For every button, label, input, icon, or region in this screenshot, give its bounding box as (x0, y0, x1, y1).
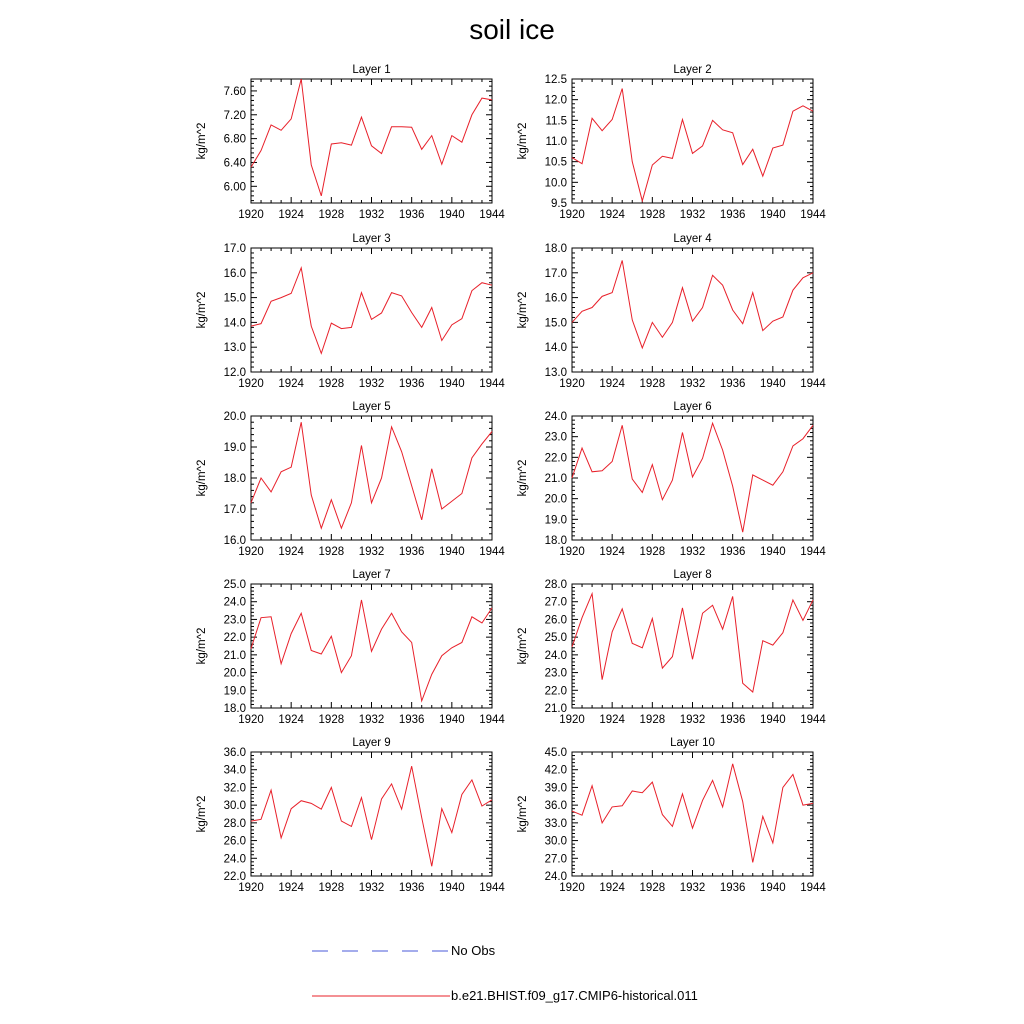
y-tick-label: 22.0 (544, 452, 567, 465)
x-tick-label: 1944 (800, 546, 826, 558)
y-tick-label: 42.0 (544, 764, 567, 777)
x-tick-label: 1928 (639, 378, 666, 390)
x-tick-label: 1940 (760, 209, 786, 221)
x-tick-label: 1928 (639, 209, 666, 221)
y-tick-label: 24.0 (223, 853, 246, 866)
x-tick-label: 1944 (479, 882, 505, 894)
y-tick-label: 30.0 (223, 800, 246, 813)
y-tick-label: 36.0 (544, 800, 567, 813)
panel-title: Layer 1 (352, 64, 391, 76)
y-tick-label: 21.0 (544, 473, 567, 485)
y-axis-label: kg/m^2 (517, 795, 529, 833)
y-tick-label: 13.0 (223, 342, 246, 355)
y-tick-label: 26.0 (223, 835, 246, 848)
x-tick-label: 1940 (760, 378, 786, 390)
y-tick-label: 16.0 (223, 535, 246, 547)
panel-layer-4 (517, 233, 826, 390)
y-tick-label: 16.0 (544, 292, 567, 305)
series-line-layer-5 (251, 422, 492, 528)
series-line-layer-7 (251, 600, 492, 701)
x-tick-label: 1944 (479, 209, 505, 221)
panel-title: Layer 10 (670, 737, 715, 749)
y-tick-label: 20.0 (223, 667, 246, 680)
y-tick-label: 18.0 (223, 473, 246, 485)
y-tick-label: 24.0 (544, 871, 567, 883)
x-tick-label: 1924 (278, 882, 304, 894)
panels-group (196, 64, 826, 894)
panel-title: Layer 4 (673, 233, 712, 245)
x-tick-label: 1936 (719, 378, 746, 390)
x-tick-label: 1932 (679, 546, 706, 558)
legend (312, 943, 698, 1003)
y-tick-label: 18.0 (223, 703, 246, 715)
panel-title: Layer 8 (673, 569, 712, 581)
x-tick-label: 1944 (479, 378, 505, 390)
x-tick-label: 1928 (318, 714, 345, 726)
plot-frame (251, 248, 492, 372)
y-tick-label: 19.0 (223, 442, 246, 454)
panel-title: Layer 7 (352, 569, 391, 581)
x-tick-label: 1932 (358, 546, 385, 558)
x-tick-label: 1920 (559, 714, 585, 726)
y-tick-label: 21.0 (544, 703, 567, 715)
y-axis-label: kg/m^2 (517, 291, 529, 329)
y-tick-label: 6.80 (223, 133, 246, 146)
x-tick-label: 1936 (398, 546, 425, 558)
panel-title: Layer 5 (352, 401, 391, 413)
y-tick-label: 22.0 (544, 685, 567, 698)
y-tick-label: 20.0 (544, 493, 567, 506)
y-tick-label: 45.0 (544, 747, 567, 759)
panel-layer-10 (517, 737, 826, 894)
y-tick-label: 39.0 (544, 782, 567, 795)
y-axis-label: kg/m^2 (196, 122, 208, 160)
y-tick-label: 32.0 (223, 782, 246, 795)
x-tick-label: 1924 (278, 714, 304, 726)
y-tick-label: 23.0 (544, 431, 567, 444)
x-tick-label: 1924 (278, 546, 304, 558)
y-tick-label: 24.0 (223, 596, 246, 609)
panel-title: Layer 2 (673, 64, 712, 76)
x-tick-label: 1928 (318, 546, 345, 558)
y-tick-label: 24.0 (544, 649, 567, 662)
panel-layer-1 (196, 64, 505, 221)
x-tick-label: 1920 (238, 882, 264, 894)
y-tick-label: 27.0 (544, 853, 567, 866)
x-tick-label: 1920 (559, 209, 585, 221)
y-tick-label: 18.0 (544, 243, 567, 255)
x-tick-label: 1924 (599, 882, 625, 894)
y-tick-label: 28.0 (544, 579, 567, 591)
y-tick-label: 9.5 (551, 198, 567, 210)
panel-title: Layer 9 (352, 737, 391, 749)
y-tick-label: 27.0 (544, 596, 567, 609)
legend-label-no-obs: No Obs (451, 943, 496, 958)
y-tick-label: 14.0 (223, 317, 246, 330)
x-tick-label: 1928 (639, 882, 666, 894)
series-line-layer-3 (251, 268, 492, 354)
x-tick-label: 1936 (719, 546, 746, 558)
x-tick-label: 1932 (358, 714, 385, 726)
x-tick-label: 1940 (760, 714, 786, 726)
x-tick-label: 1936 (398, 378, 425, 390)
x-tick-label: 1940 (760, 546, 786, 558)
x-tick-label: 1932 (358, 378, 385, 390)
x-tick-label: 1936 (719, 714, 746, 726)
series-line-layer-8 (572, 594, 813, 692)
y-tick-label: 7.60 (223, 85, 246, 98)
y-tick-label: 19.0 (223, 685, 246, 698)
series-line-layer-6 (572, 423, 813, 532)
y-tick-label: 11.5 (545, 115, 567, 128)
x-tick-label: 1944 (800, 209, 826, 221)
x-tick-label: 1920 (559, 378, 585, 390)
y-tick-label: 17.0 (223, 504, 246, 516)
panel-layer-8 (517, 569, 826, 726)
x-tick-label: 1920 (238, 714, 264, 726)
x-tick-label: 1924 (278, 378, 304, 390)
x-tick-label: 1944 (800, 882, 826, 894)
y-axis-label: kg/m^2 (196, 795, 208, 833)
y-tick-label: 21.0 (223, 649, 246, 662)
y-tick-label: 36.0 (223, 747, 246, 759)
y-tick-label: 15.0 (223, 292, 246, 305)
plot-frame (572, 584, 813, 708)
y-tick-label: 6.40 (223, 157, 246, 170)
panel-layer-5 (196, 401, 505, 558)
x-tick-label: 1932 (358, 209, 385, 221)
panel-title: Layer 3 (352, 233, 391, 245)
x-tick-label: 1940 (439, 882, 465, 894)
y-tick-label: 23.0 (544, 667, 567, 680)
x-tick-label: 1920 (559, 546, 585, 558)
x-tick-label: 1936 (398, 209, 425, 221)
x-tick-label: 1928 (639, 546, 666, 558)
x-tick-label: 1928 (318, 882, 345, 894)
y-tick-label: 6.00 (223, 181, 246, 194)
y-tick-label: 16.0 (223, 267, 246, 280)
y-tick-label: 28.0 (223, 817, 246, 830)
y-tick-label: 24.0 (544, 411, 567, 423)
page-title: soil ice (469, 14, 555, 45)
x-tick-label: 1920 (238, 209, 264, 221)
legend-label-model: b.e21.BHIST.f09_g17.CMIP6-historical.011 (451, 988, 698, 1003)
x-tick-label: 1944 (479, 714, 505, 726)
x-tick-label: 1940 (439, 546, 465, 558)
series-line-layer-2 (572, 89, 813, 201)
x-tick-label: 1924 (599, 546, 625, 558)
series-line-layer-4 (572, 260, 813, 348)
x-tick-label: 1932 (679, 714, 706, 726)
plot-frame (251, 416, 492, 540)
x-tick-label: 1936 (719, 882, 746, 894)
y-tick-label: 26.0 (544, 614, 567, 627)
x-tick-label: 1928 (318, 209, 345, 221)
y-tick-label: 17.0 (223, 243, 246, 255)
x-tick-label: 1920 (559, 882, 585, 894)
y-tick-label: 12.0 (223, 367, 246, 379)
y-tick-label: 25.0 (544, 632, 567, 645)
x-tick-label: 1936 (719, 209, 746, 221)
x-tick-label: 1936 (398, 714, 425, 726)
x-tick-label: 1940 (439, 378, 465, 390)
plot-frame (251, 752, 492, 876)
panel-layer-7 (196, 569, 505, 726)
y-tick-label: 12.5 (544, 74, 567, 86)
x-tick-label: 1928 (318, 378, 345, 390)
y-axis-label: kg/m^2 (517, 627, 529, 665)
plot-frame (572, 248, 813, 372)
plot-frame (251, 79, 492, 203)
y-tick-label: 23.0 (223, 614, 246, 627)
y-tick-label: 18.0 (544, 535, 567, 547)
series-line-layer-9 (251, 766, 492, 866)
x-tick-label: 1920 (238, 378, 264, 390)
y-tick-label: 10.5 (544, 156, 567, 169)
y-tick-label: 17.0 (544, 267, 567, 280)
x-tick-label: 1932 (679, 882, 706, 894)
y-tick-label: 20.0 (223, 411, 246, 423)
y-tick-label: 12.0 (544, 94, 567, 107)
x-tick-label: 1928 (639, 714, 666, 726)
panel-layer-6 (517, 401, 826, 558)
y-tick-label: 19.0 (544, 514, 567, 527)
y-axis-label: kg/m^2 (517, 459, 529, 497)
panel-layer-9 (196, 737, 505, 894)
x-tick-label: 1924 (599, 209, 625, 221)
x-tick-label: 1944 (800, 378, 826, 390)
x-tick-label: 1924 (599, 378, 625, 390)
x-tick-label: 1932 (358, 882, 385, 894)
y-axis-label: kg/m^2 (196, 627, 208, 665)
x-tick-label: 1932 (679, 209, 706, 221)
y-tick-label: 13.0 (544, 367, 567, 379)
x-tick-label: 1924 (599, 714, 625, 726)
y-tick-label: 34.0 (223, 764, 246, 777)
x-tick-label: 1936 (398, 882, 425, 894)
x-tick-label: 1944 (479, 546, 505, 558)
x-tick-label: 1932 (679, 378, 706, 390)
y-tick-label: 33.0 (544, 817, 567, 830)
y-tick-label: 7.20 (223, 109, 246, 122)
y-tick-label: 14.0 (544, 342, 567, 355)
x-tick-label: 1940 (439, 714, 465, 726)
y-tick-label: 22.0 (223, 632, 246, 645)
panel-title: Layer 6 (673, 401, 712, 413)
x-tick-label: 1940 (439, 209, 465, 221)
x-tick-label: 1924 (278, 209, 304, 221)
y-tick-label: 15.0 (544, 317, 567, 330)
y-tick-label: 10.0 (544, 177, 567, 190)
x-tick-label: 1944 (800, 714, 826, 726)
plot-frame (572, 79, 813, 203)
y-axis-label: kg/m^2 (517, 122, 529, 160)
y-tick-label: 30.0 (544, 835, 567, 848)
x-tick-label: 1940 (760, 882, 786, 894)
y-tick-label: 25.0 (223, 579, 246, 591)
y-axis-label: kg/m^2 (196, 459, 208, 497)
series-line-layer-1 (251, 79, 492, 196)
panel-layer-2 (517, 64, 826, 221)
y-tick-label: 11.0 (545, 136, 567, 148)
y-axis-label: kg/m^2 (196, 291, 208, 329)
x-tick-label: 1920 (238, 546, 264, 558)
series-line-layer-10 (572, 764, 813, 863)
panel-layer-3 (196, 233, 505, 390)
y-tick-label: 22.0 (223, 871, 246, 883)
